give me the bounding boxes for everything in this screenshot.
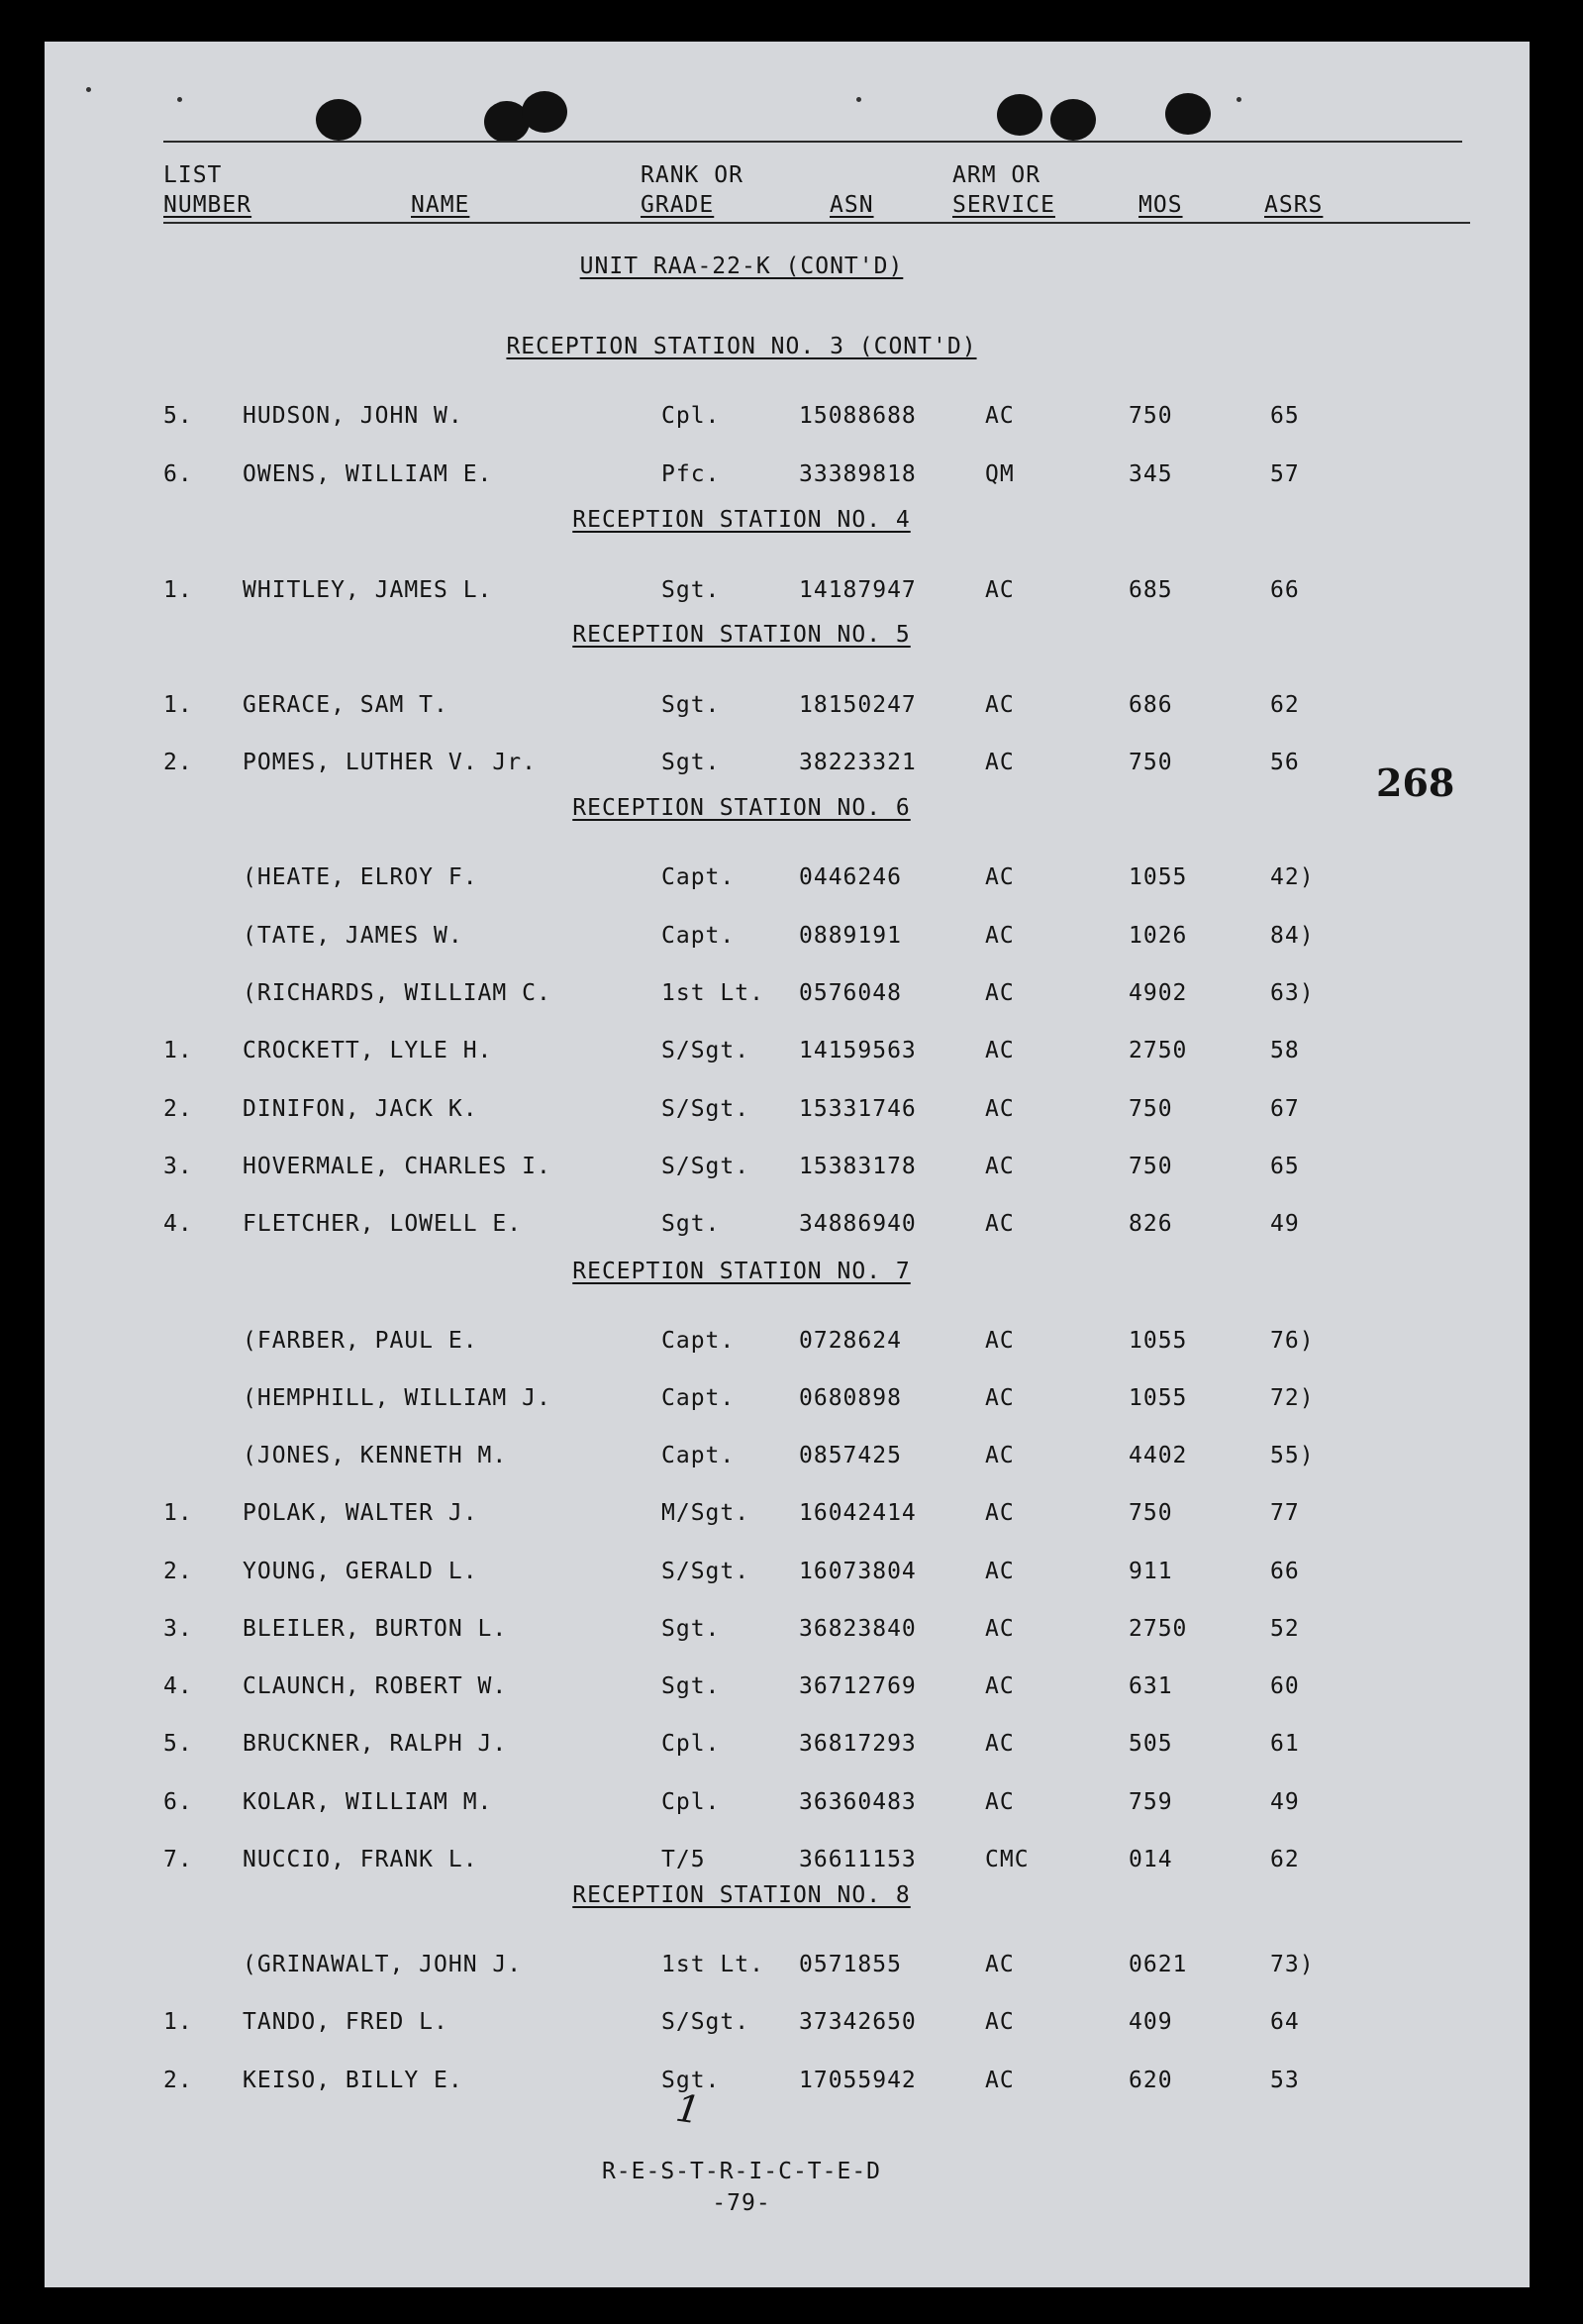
cell-rank: M/Sgt. — [661, 1500, 750, 1526]
cell-mos: 2750 — [1129, 1616, 1188, 1642]
cell-mos: 750 — [1129, 1096, 1173, 1122]
table-row — [45, 1328, 1530, 1362]
cell-name: OWENS, WILLIAM E. — [243, 461, 493, 487]
cell-num: 2. — [163, 2068, 193, 2093]
cell-asrs: 62 — [1270, 1847, 1300, 1872]
stray-dot — [86, 87, 91, 92]
table-row — [45, 1211, 1530, 1245]
cell-num: 3. — [163, 1616, 193, 1642]
cell-name: TANDO, FRED L. — [243, 2009, 448, 2035]
cell-num: 5. — [163, 1731, 193, 1757]
cell-asn: 33389818 — [799, 461, 917, 487]
cell-name: POLAK, WALTER J. — [243, 1500, 478, 1526]
cell-arm: AC — [985, 577, 1015, 603]
cell-rank: Cpl. — [661, 1789, 721, 1815]
table-row — [45, 2009, 1530, 2043]
cell-rank: Capt. — [661, 864, 736, 890]
cell-arm: AC — [985, 864, 1015, 890]
cell-asn: 38223321 — [799, 750, 917, 775]
cell-asrs: 42) — [1270, 864, 1315, 890]
table-row — [45, 1847, 1530, 1880]
restricted-label: R-E-S-T-R-I-C-T-E-D — [601, 2159, 882, 2184]
cell-arm: AC — [985, 1328, 1015, 1354]
cell-rank: S/Sgt. — [661, 1559, 750, 1584]
cell-asn: 0576048 — [799, 980, 902, 1006]
cell-asn: 37342650 — [799, 2009, 917, 2035]
cell-asrs: 62 — [1270, 692, 1300, 718]
cell-num: 1. — [163, 577, 193, 603]
cell-asrs: 73) — [1270, 1952, 1315, 1977]
table-row — [45, 461, 1530, 495]
cell-mos: 911 — [1129, 1559, 1173, 1584]
page-number: -79- — [712, 2190, 771, 2216]
cell-arm: AC — [985, 1096, 1015, 1122]
header-asn: ASN — [830, 192, 874, 218]
cell-rank: Cpl. — [661, 403, 721, 429]
table-row — [45, 1038, 1530, 1071]
cell-asn: 0446246 — [799, 864, 902, 890]
table-row — [45, 1789, 1530, 1823]
table-row — [45, 923, 1530, 957]
table-row — [45, 1096, 1530, 1130]
stray-dot — [1237, 97, 1241, 102]
cell-name: GERACE, SAM T. — [243, 692, 448, 718]
cell-rank: Sgt. — [661, 692, 721, 718]
punch-hole — [1165, 93, 1211, 135]
section-heading: RECEPTION STATION NO. 3 (CONT'D) — [506, 334, 977, 359]
header-rank-1: RANK OR — [641, 162, 743, 188]
cell-num: 1. — [163, 1038, 193, 1063]
cell-rank: Sgt. — [661, 1616, 721, 1642]
cell-rank: Sgt. — [661, 2068, 721, 2093]
cell-asn: 0571855 — [799, 1952, 902, 1977]
cell-rank: Capt. — [661, 923, 736, 949]
cell-arm: AC — [985, 1211, 1015, 1237]
cell-asn: 36611153 — [799, 1847, 917, 1872]
cell-mos: 4402 — [1129, 1443, 1188, 1468]
table-row — [45, 750, 1530, 783]
cell-num: 4. — [163, 1211, 193, 1237]
cell-num: 6. — [163, 1789, 193, 1815]
cell-asrs: 56 — [1270, 750, 1300, 775]
cell-arm: AC — [985, 1154, 1015, 1179]
cell-asrs: 64 — [1270, 2009, 1300, 2035]
cell-arm: AC — [985, 403, 1015, 429]
table-row — [45, 1500, 1530, 1534]
cell-asrs: 52 — [1270, 1616, 1300, 1642]
cell-arm: AC — [985, 1789, 1015, 1815]
table-row — [45, 1559, 1530, 1592]
cell-mos: 505 — [1129, 1731, 1173, 1757]
cell-name: (FARBER, PAUL E. — [243, 1328, 478, 1354]
header-name: NAME — [411, 192, 470, 218]
cell-rank: Sgt. — [661, 1673, 721, 1699]
cell-num: 2. — [163, 1559, 193, 1584]
cell-asrs: 77 — [1270, 1500, 1300, 1526]
cell-num: 7. — [163, 1847, 193, 1872]
cell-name: (RICHARDS, WILLIAM C. — [243, 980, 551, 1006]
cell-asn: 15088688 — [799, 403, 917, 429]
punch-hole — [997, 94, 1042, 136]
cell-name: NUCCIO, FRANK L. — [243, 1847, 478, 1872]
cell-asrs: 57 — [1270, 461, 1300, 487]
cell-asrs: 49 — [1270, 1789, 1300, 1815]
cell-name: FLETCHER, LOWELL E. — [243, 1211, 523, 1237]
cell-arm: AC — [985, 2068, 1015, 2093]
cell-arm: AC — [985, 1500, 1015, 1526]
cell-rank: Sgt. — [661, 577, 721, 603]
cell-asn: 36823840 — [799, 1616, 917, 1642]
cell-rank: S/Sgt. — [661, 1038, 750, 1063]
cell-arm: AC — [985, 1038, 1015, 1063]
cell-mos: 0621 — [1129, 1952, 1188, 1977]
cell-asrs: 76) — [1270, 1328, 1315, 1354]
cell-mos: 409 — [1129, 2009, 1173, 2035]
cell-arm: AC — [985, 1952, 1015, 1977]
table-row — [45, 1385, 1530, 1419]
cell-asrs: 65 — [1270, 403, 1300, 429]
section-heading: RECEPTION STATION NO. 5 — [572, 622, 911, 648]
cell-num: 5. — [163, 403, 193, 429]
cell-rank: S/Sgt. — [661, 1096, 750, 1122]
cell-arm: QM — [985, 461, 1015, 487]
cell-arm: CMC — [985, 1847, 1030, 1872]
cell-name: YOUNG, GERALD L. — [243, 1559, 478, 1584]
cell-rank: T/5 — [661, 1847, 706, 1872]
table-row — [45, 1616, 1530, 1650]
cell-mos: 1055 — [1129, 1328, 1188, 1354]
cell-num: 6. — [163, 461, 193, 487]
cell-arm: AC — [985, 750, 1015, 775]
cell-name: (JONES, KENNETH M. — [243, 1443, 508, 1468]
cell-asrs: 66 — [1270, 577, 1300, 603]
cell-name: KEISO, BILLY E. — [243, 2068, 463, 2093]
stray-dot — [177, 97, 182, 102]
table-row — [45, 864, 1530, 898]
cell-name: (HEATE, ELROY F. — [243, 864, 478, 890]
cell-arm: AC — [985, 1673, 1015, 1699]
cell-name: HUDSON, JOHN W. — [243, 403, 463, 429]
cell-mos: 620 — [1129, 2068, 1173, 2093]
cell-rank: Sgt. — [661, 750, 721, 775]
header-rule — [163, 222, 1470, 224]
header-arm-2: SERVICE — [952, 192, 1055, 218]
cell-asn: 0857425 — [799, 1443, 902, 1468]
margin-page-number: 268 — [1376, 760, 1455, 805]
cell-arm: AC — [985, 2009, 1015, 2035]
cell-mos: 4902 — [1129, 980, 1188, 1006]
table-row — [45, 1154, 1530, 1187]
cell-asrs: 66 — [1270, 1559, 1300, 1584]
cell-asrs: 60 — [1270, 1673, 1300, 1699]
cell-rank: S/Sgt. — [661, 2009, 750, 2035]
document-page — [45, 42, 1530, 2287]
punch-hole — [1050, 99, 1096, 141]
cell-arm: AC — [985, 1443, 1015, 1468]
cell-rank: Capt. — [661, 1385, 736, 1411]
cell-mos: 750 — [1129, 750, 1173, 775]
cell-mos: 750 — [1129, 1154, 1173, 1179]
cell-asrs: 55) — [1270, 1443, 1315, 1468]
cell-mos: 750 — [1129, 403, 1173, 429]
cell-name: KOLAR, WILLIAM M. — [243, 1789, 493, 1815]
cell-asn: 36712769 — [799, 1673, 917, 1699]
cell-mos: 631 — [1129, 1673, 1173, 1699]
cell-mos: 685 — [1129, 577, 1173, 603]
cell-asn: 36817293 — [799, 1731, 917, 1757]
cell-name: (HEMPHILL, WILLIAM J. — [243, 1385, 551, 1411]
cell-mos: 759 — [1129, 1789, 1173, 1815]
cell-num: 1. — [163, 692, 193, 718]
table-row — [45, 1731, 1530, 1765]
table-row — [45, 692, 1530, 726]
cell-asn: 15331746 — [799, 1096, 917, 1122]
table-row — [45, 1673, 1530, 1707]
cell-asn: 36360483 — [799, 1789, 917, 1815]
cell-asrs: 63) — [1270, 980, 1315, 1006]
unit-title: UNIT RAA-22-K (CONT'D) — [579, 253, 904, 279]
stray-dot — [856, 97, 861, 102]
header-asrs: ASRS — [1264, 192, 1324, 218]
cell-asn: 16073804 — [799, 1559, 917, 1584]
cell-mos: 750 — [1129, 1500, 1173, 1526]
cell-asn: 18150247 — [799, 692, 917, 718]
cell-asn: 0889191 — [799, 923, 902, 949]
cell-rank: 1st Lt. — [661, 1952, 764, 1977]
cell-asrs: 72) — [1270, 1385, 1315, 1411]
cell-asrs: 84) — [1270, 923, 1315, 949]
table-row — [45, 980, 1530, 1014]
cell-arm: AC — [985, 1385, 1015, 1411]
cell-mos: 2750 — [1129, 1038, 1188, 1063]
cell-rank: Capt. — [661, 1328, 736, 1354]
handwritten-mark: 1 — [673, 2085, 704, 2133]
table-row — [45, 1952, 1530, 1985]
cell-num: 1. — [163, 1500, 193, 1526]
cell-num: 3. — [163, 1154, 193, 1179]
cell-name: POMES, LUTHER V. Jr. — [243, 750, 537, 775]
cell-arm: AC — [985, 980, 1015, 1006]
cell-arm: AC — [985, 1731, 1015, 1757]
cell-asn: 0728624 — [799, 1328, 902, 1354]
section-heading: RECEPTION STATION NO. 4 — [572, 507, 911, 533]
cell-name: WHITLEY, JAMES L. — [243, 577, 493, 603]
cell-mos: 826 — [1129, 1211, 1173, 1237]
header-list-number-2: NUMBER — [163, 192, 252, 218]
cell-rank: 1st Lt. — [661, 980, 764, 1006]
cell-rank: Pfc. — [661, 461, 721, 487]
cell-asn: 0680898 — [799, 1385, 902, 1411]
cell-name: CROCKETT, LYLE H. — [243, 1038, 493, 1063]
section-heading: RECEPTION STATION NO. 8 — [572, 1882, 911, 1908]
section-heading: RECEPTION STATION NO. 7 — [572, 1259, 911, 1284]
header-list-number-1: LIST — [163, 162, 223, 188]
cell-name: CLAUNCH, ROBERT W. — [243, 1673, 508, 1699]
cell-arm: AC — [985, 923, 1015, 949]
section-heading: RECEPTION STATION NO. 6 — [572, 795, 911, 821]
cell-num: 1. — [163, 2009, 193, 2035]
cell-name: HOVERMALE, CHARLES I. — [243, 1154, 551, 1179]
punch-hole — [522, 91, 567, 133]
cell-arm: AC — [985, 1559, 1015, 1584]
cell-name: BLEILER, BURTON L. — [243, 1616, 508, 1642]
cell-mos: 014 — [1129, 1847, 1173, 1872]
cell-asrs: 61 — [1270, 1731, 1300, 1757]
header-arm-1: ARM OR — [952, 162, 1041, 188]
cell-asrs: 58 — [1270, 1038, 1300, 1063]
cell-num: 2. — [163, 750, 193, 775]
cell-mos: 686 — [1129, 692, 1173, 718]
cell-asn: 15383178 — [799, 1154, 917, 1179]
cell-num: 4. — [163, 1673, 193, 1699]
cell-rank: Capt. — [661, 1443, 736, 1468]
cell-arm: AC — [985, 1616, 1015, 1642]
cell-asrs: 65 — [1270, 1154, 1300, 1179]
cell-name: BRUCKNER, RALPH J. — [243, 1731, 508, 1757]
cell-asn: 34886940 — [799, 1211, 917, 1237]
table-row — [45, 2068, 1530, 2101]
table-row — [45, 577, 1530, 611]
cell-rank: Cpl. — [661, 1731, 721, 1757]
header-mos: MOS — [1138, 192, 1183, 218]
cell-mos: 345 — [1129, 461, 1173, 487]
cell-num: 2. — [163, 1096, 193, 1122]
cell-name: DINIFON, JACK K. — [243, 1096, 478, 1122]
table-row — [45, 403, 1530, 437]
cell-asn: 16042414 — [799, 1500, 917, 1526]
top-rule — [163, 141, 1462, 143]
cell-rank: S/Sgt. — [661, 1154, 750, 1179]
cell-mos: 1055 — [1129, 1385, 1188, 1411]
table-row — [45, 1443, 1530, 1476]
cell-name: (TATE, JAMES W. — [243, 923, 463, 949]
cell-asrs: 53 — [1270, 2068, 1300, 2093]
cell-asn: 17055942 — [799, 2068, 917, 2093]
header-rank-2: GRADE — [641, 192, 715, 218]
cell-arm: AC — [985, 692, 1015, 718]
cell-asn: 14159563 — [799, 1038, 917, 1063]
cell-name: (GRINAWALT, JOHN J. — [243, 1952, 523, 1977]
cell-mos: 1026 — [1129, 923, 1188, 949]
cell-asn: 14187947 — [799, 577, 917, 603]
cell-mos: 1055 — [1129, 864, 1188, 890]
cell-asrs: 49 — [1270, 1211, 1300, 1237]
punch-hole — [316, 99, 361, 141]
cell-rank: Sgt. — [661, 1211, 721, 1237]
cell-asrs: 67 — [1270, 1096, 1300, 1122]
